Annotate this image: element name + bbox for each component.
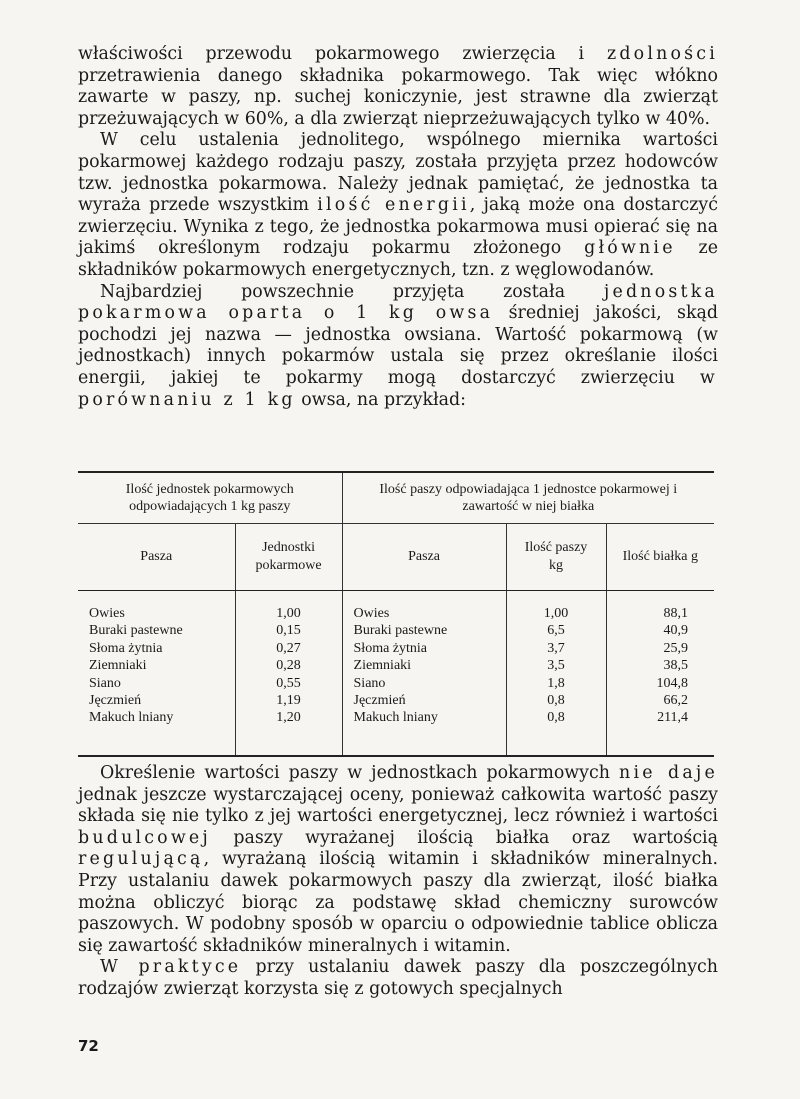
table-row: Siano 0,55 Siano 1,8 104,8: [78, 675, 714, 692]
paragraph-1: właściwości przewodu pokarmowego zwierzęcia i zdolności przetrawienia danego składnika pokarmowego. Tak więc włókno zawarte w paszy, np. suchej koniczynie, jest strawne dla zwierząt przeżuwających w 60%, a dla zwierząt nieprzeżuwających tylko w 40%.: [78, 44, 718, 129]
table-row: Ziemniaki 0,28 Ziemniaki 3,5 38,5: [78, 657, 714, 674]
table-row: Słoma żytnia 0,27 Słoma żytnia 3,7 25,9: [78, 640, 714, 657]
paragraph-5: W praktyce przy ustalaniu dawek paszy dla poszczególnych rodzajów zwierząt korzysta się z gotowych specjalnych: [78, 957, 718, 999]
feed-units-table: [78, 471, 714, 757]
header-left-group: Ilość jednostek pokarmowych odpowiadających 1 kg paszy: [78, 473, 342, 524]
table-row: Jęczmień 1,19 Jęczmień 0,8 66,2: [78, 692, 714, 709]
paragraph-3: Najbardziej powszechnie przyjęta została jednostka pokarmowa oparta o 1 kg owsa średniej jakości, skąd pochodzi jej nazwa — jednostka owsiana. Wartość pokarmową (w jednostkach) innych pokarmów ustala się przez określanie ilości energii, jakiej te pokarmy mogą dostarczyć zwierzęciu w porównaniu z 1 kg owsa, na przykład:: [78, 281, 718, 410]
header-bialko: Ilość białka g: [606, 524, 714, 591]
paragraph-4: Określenie wartości paszy w jednostkach pokarmowych nie daje jednak jeszcze wystarczającej oceny, ponieważ całkowita wartość paszy składa się nie tylko z jej wartości energetycznej, lecz również i wartości budulcowej paszy wyrażanej ilością białka oraz wartością regulującą, wyrażaną ilością witamin i składników mineralnych. Przy ustalaniu dawek pokarmowych paszy dla zwierząt, ilość białka można obliczyć biorąc za podstawę skład chemiczny surowców paszowych. W podobny sposób w oparciu o odpowiednie tablice oblicza się zawartość składników mineralnych i witamin.: [78, 763, 718, 956]
header-jednostki: Jednostki pokarmowe: [235, 524, 342, 591]
header-pasza: Pasza: [78, 524, 235, 591]
header-ilosc: Ilość paszy kg: [506, 524, 606, 591]
top-text-block: [78, 44, 718, 411]
paragraph-2: W celu ustalenia jednolitego, wspólnego miernika wartości pokarmowej każdego rodzaju paszy, została przyjęta przez hodowców tzw. jednostka pokarmowa. Należy jednak pamiętać, że jednostka ta wyraża przede wszystkim ilość energii, jaką może ona dostarczyć zwierzęciu. Wynika z tego, że jednostka pokarmowa musi opierać się na jakimś określonym rodzaju pokarmu złożonego głównie ze składników pokarmowych energetycznych, tzn. z węglowodanów.: [78, 130, 718, 280]
header-pasza-2: Pasza: [342, 524, 506, 591]
table-row: Owies 1,00 Owies 1,00 88,1: [78, 591, 714, 623]
page-number: 72: [78, 1037, 99, 1055]
table-row: Buraki pastewne 0,15 Buraki pastewne 6,5 40,9: [78, 622, 714, 639]
header-right-group: Ilość paszy odpowiadająca 1 jednostce pokarmowej i zawartość w niej białka: [342, 473, 714, 524]
table-row: Makuch lniany 1,20 Makuch lniany 0,8 211,4: [78, 709, 714, 754]
bottom-text-block: [78, 763, 718, 1001]
